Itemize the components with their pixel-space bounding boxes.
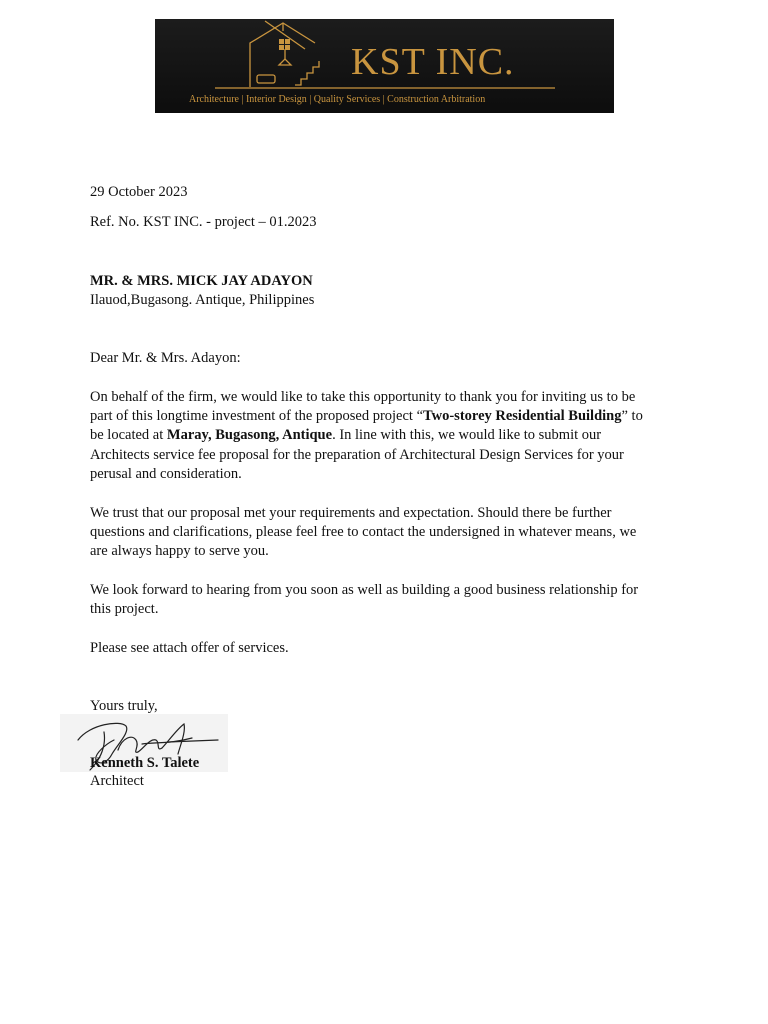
signatory-title: Architect [90,773,144,789]
project-name: Two-storey Residential Building [423,408,622,425]
paragraph-line: On behalf of the firm, we would like to take this opportunity to thank you for inviting us to be [90,389,636,405]
body-paragraph-1 [90,388,680,484]
recipient-name: MR. & MRS. MICK JAY ADAYON [90,273,313,289]
paragraph-line: We look forward to hearing from you soon as well as building a good business relationship for [90,582,639,598]
paragraph-line: Architects service fee proposal for the preparation of Architectural Design Services for your [90,446,624,463]
project-location: Maray, Bugasong, Antique [166,427,333,444]
letter-date: 29 October 2023 [90,184,188,200]
recipient-address: Ilauod,Bugasong. Antique, Philippines [90,292,315,308]
signatory-name: Kenneth S. Talete [90,755,200,771]
reference-number: Ref. No. KST INC. - project – 01.2023 [90,214,317,230]
paragraph-line: questions and clarifications, please feel free to contact the undersigned in whatever means, we [90,524,637,541]
paragraph-line: are always happy to serve you. [90,543,269,560]
paragraph-line: this project. [90,601,159,618]
salutation: Dear Mr. & Mrs. Adayon: [90,350,241,366]
paragraph-line: We trust that our proposal met your requirements and expectation. Should there be further [90,505,612,521]
company-name: KST INC. [351,41,515,83]
letterhead-banner [155,19,614,113]
company-tagline: Architecture | Interior Design | Quality Services | Construction Arbitration [189,94,486,105]
paragraph-line: be located at Maray, Bugasong, Antique. In line with this, we would like to submit our [90,427,602,444]
closing: Yours truly, [90,698,158,714]
paragraph-line: part of this longtime investment of the proposed project “Two-storey Residential Building” to [90,408,643,425]
paragraph-line: perusal and consideration. [90,465,242,482]
body-paragraph-2 [90,504,680,562]
body-paragraph-4: Please see attach offer of services. [90,640,289,656]
body-paragraph-3 [90,581,680,619]
